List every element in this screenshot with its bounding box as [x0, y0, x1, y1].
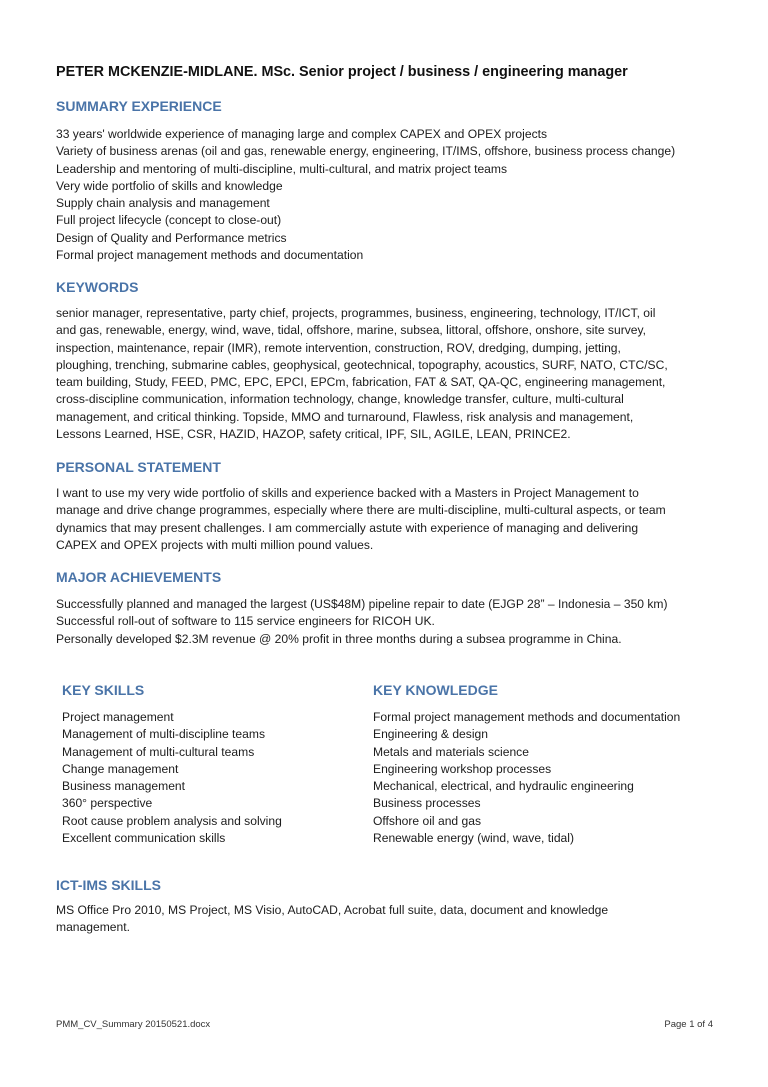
summary-line: Very wide portfolio of skills and knowledge: [56, 178, 283, 193]
personal-statement-line: manage and drive change programmes, especially where there are multi-discipline, multi-cultural aspects, or team: [56, 503, 666, 518]
achievements-list: [56, 596, 726, 648]
skill-item: Management of multi-discipline teams: [62, 727, 265, 742]
keywords-line: Lessons Learned, HSE, CSR, HAZID, HAZOP, safety critical, IPF, SIL, AGILE, LEAN, PRINCE2.: [56, 427, 571, 442]
keywords-line: management, and critical thinking. Topside, MMO and turnaround, Flawless, risk analysis and management,: [56, 409, 634, 424]
keywords-line: and gas, renewable, energy, wind, wave, tidal, offshore, marine, subsea, littoral, offshore, onshore, site survey,: [56, 323, 647, 338]
achievement-line: Successful roll-out of software to 115 service engineers for RICOH UK.: [56, 614, 435, 629]
skill-item: 360° perspective: [62, 796, 153, 811]
summary-line: Formal project management methods and documentation: [56, 248, 364, 263]
ict-skills-paragraph: [56, 902, 726, 937]
summary-line: Variety of business arenas (oil and gas, renewable energy, engineering, IT/IMS, offshore, business process change): [56, 144, 676, 159]
summary-line: Supply chain analysis and management: [56, 196, 270, 211]
skill-item: Excellent communication skills: [62, 831, 226, 846]
skill-item: Management of multi-cultural teams: [62, 744, 255, 759]
achievements-heading: MAJOR ACHIEVEMENTS: [56, 569, 222, 585]
ict-skills-heading: ICT-IMS SKILLS: [56, 877, 161, 893]
key-knowledge-heading: KEY KNOWLEDGE: [373, 682, 498, 698]
summary-line: Leadership and mentoring of multi-discipline, multi-cultural, and matrix project teams: [56, 161, 508, 176]
achievement-line: Successfully planned and managed the largest (US$48M) pipeline repair to date (EJGP 28” – Indonesia – 350 km): [56, 597, 668, 611]
knowledge-item: Renewable energy (wind, wave, tidal): [373, 831, 574, 846]
knowledge-item: Engineering workshop processes: [373, 761, 552, 776]
footer-filename: PMM_CV_Summary 20150521.docx: [56, 1019, 211, 1030]
summary-line: Full project lifecycle (concept to close-out): [56, 213, 282, 228]
skill-item: Root cause problem analysis and solving: [62, 813, 282, 828]
knowledge-item: Engineering & design: [373, 727, 488, 742]
personal-statement-paragraph: [56, 485, 726, 554]
personal-statement-line: I want to use my very wide portfolio of skills and experience backed with a Masters in Project Management to: [56, 486, 639, 500]
keywords-line: ploughing, trenching, submarine cables, geophysical, geotechnical, topography, acoustics, SURF, NATO, CTC/SC,: [56, 357, 668, 372]
summary-line: 33 years' worldwide experience of managing large and complex CAPEX and OPEX projects: [56, 127, 548, 141]
summary-line: Design of Quality and Performance metrics: [56, 230, 287, 245]
skill-item: Change management: [62, 761, 179, 776]
ict-skills-line: MS Office Pro 2010, MS Project, MS Visio, AutoCAD, Acrobat full suite, data, document and knowledge: [56, 903, 609, 917]
keywords-paragraph: [56, 305, 726, 443]
summary-list: [56, 126, 726, 264]
knowledge-item: Business processes: [373, 796, 481, 811]
personal-statement-line: CAPEX and OPEX projects with multi million pound values.: [56, 537, 374, 552]
key-knowledge-list: [373, 709, 733, 847]
page-title: PETER MCKENZIE-MIDLANE. MSc. Senior project / business / engineering manager: [56, 64, 628, 80]
summary-heading: SUMMARY EXPERIENCE: [56, 98, 222, 114]
knowledge-item: Formal project management methods and documentation: [373, 710, 681, 724]
personal-statement-heading: PERSONAL STATEMENT: [56, 459, 221, 475]
knowledge-item: Mechanical, electrical, and hydraulic engineering: [373, 779, 634, 794]
keywords-line: inspection, maintenance, repair (IMR), remote intervention, construction, ROV, dredging, dumping, jetting,: [56, 340, 621, 355]
skill-item: Project management: [62, 710, 174, 724]
skill-item: Business management: [62, 779, 186, 794]
footer-page-number: Page 1 of 4: [664, 1019, 713, 1030]
personal-statement-line: dynamics that may present challenges. I am commercially astute with experience of managing and delivering: [56, 520, 639, 535]
keywords-line: senior manager, representative, party chief, projects, programmes, business, engineering, technology, IT/ICT, oil: [56, 306, 656, 320]
key-skills-list: [62, 709, 362, 847]
keywords-line: cross-discipline communication, information technology, change, knowledge transfer, culture, multi-cultural: [56, 392, 624, 407]
key-skills-heading: KEY SKILLS: [62, 682, 145, 698]
knowledge-item: Offshore oil and gas: [373, 813, 482, 828]
ict-skills-line: management.: [56, 920, 130, 935]
keywords-heading: KEYWORDS: [56, 279, 139, 295]
achievement-line: Personally developed $2.3M revenue @ 20% profit in three months during a subsea programme in China.: [56, 631, 622, 646]
keywords-line: team building, Study, FEED, PMC, EPC, EPCI, EPCm, fabrication, FAT & SAT, QA-QC, engineering management,: [56, 375, 666, 390]
knowledge-item: Metals and materials science: [373, 744, 529, 759]
